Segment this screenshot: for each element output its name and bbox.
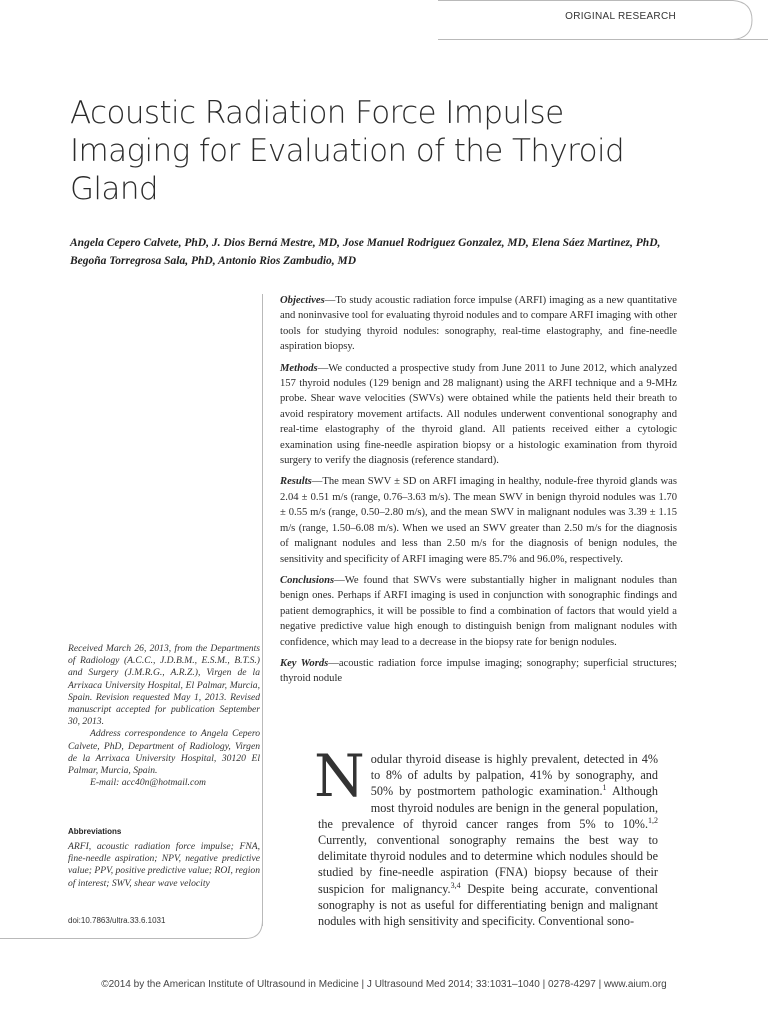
abbreviations-heading: Abbreviations: [68, 827, 122, 836]
section-label: ORIGINAL RESEARCH: [565, 11, 676, 22]
abstract-results: [280, 474, 677, 566]
reference-3[interactable]: 3,4: [450, 880, 461, 890]
abstract-objectives: [280, 293, 677, 355]
intro-text-3: Currently, conventional sonography remains the best way to delimitate thyroid nodules and to determine which nodules should be studied by fine-needle aspiration (FNA) biopsy because of their suspicion for malignancy.: [318, 833, 658, 896]
objectives-text: —To study acoustic radiation force impulse (ARFI) imaging as a new quantitative and noninvasive tool for evaluating thyroid nodules and to compare ARFI imaging with other tools for studying thyroid nodules: sonography, real-time elastography, and fine-needle aspiration biopsy.: [280, 295, 677, 353]
conclusions-label: Conclusions: [280, 574, 335, 586]
received-dates: Received March 26, 2013, from the Departments of Radiology (A.C.C., J.D.B.M., E.S.M., B.T.S.) and Surgery (J.M.R.G., A.R.Z.), Virgen de la Arrixaca University Hospital, El Palmar, Murcia, Spain. Revision requested May 1, 2013. Revised manuscript accepted for publication September 30, 2013.: [68, 643, 260, 728]
objectives-label: Objectives: [280, 295, 325, 306]
intro-text-1: odular thyroid disease is highly prevalent, detected in 4% to 8% of adults by palpation, 41% by sonography, and 50% by postmortem pathologic examination.: [370, 752, 658, 799]
conclusions-text: —We found that SWVs were substantially higher in malignant nodules than benign ones. Perhaps if ARFI imaging is used in conjunction with sonographic findings and patient demographics, it will be possible to find a combination of factors that would yield a negative predictive value high enough to distinguish benign from malignant nodules with confidence, which may lead to a decrease in the biopsy rate for benign nodules.: [280, 574, 677, 648]
article-title: Acoustic Radiation Force Impulse Imaging for Evaluation of the Thyroid Gland: [70, 95, 625, 207]
reference-1[interactable]: 1: [602, 783, 607, 793]
drop-cap: N: [314, 742, 365, 810]
intro-text-4: Despite being accurate, conventional sonography is not as useful for differentiating benign and malignant nodules with high sensitivity and specificity. Conventional sono-: [318, 881, 658, 929]
keywords-text: —acoustic radiation force impulse imaging; sonography; superficial structures; thyroid nodule: [280, 657, 677, 685]
correspondence-address: Address correspondence to Angela Cepero Calvete, PhD, Department of Radiology, Virgen de la Arrixaca University Hospital, 30120 El Palmar, Murcia, Spain.: [68, 728, 260, 777]
author-list: Angela Cepero Calvete, PhD, J. Dios Berná Mestre, MD, Jose Manuel Rodriguez Gonzalez, MD, Elena Sáez Martinez, PhD, Begoña Torregrosa Sala, PhD, Antonio Rios Zambudio, MD: [70, 237, 661, 267]
abstract-conclusions: [280, 573, 677, 650]
keywords-label: Key Words: [280, 657, 329, 669]
doi: doi:10.7863/ultra.33.6.1031: [68, 916, 166, 925]
abstract-methods: [280, 361, 677, 469]
intro-text-2: Although most thyroid nodules are benign in the general population, the prevalence of thyroid cancer ranges from 5% to 10%.: [318, 784, 658, 831]
abstract-keywords: [280, 656, 677, 687]
intro-paragraph: [314, 742, 658, 929]
abstract: [280, 293, 677, 693]
results-text: —The mean SWV ± SD on ARFI imaging in healthy, nodule-free thyroid glands was 2.04 ± 0.51 m/s (range, 0.76–3.63 m/s). The mean SWV in benign thyroid nodules was 1.70 ± 0.55 m/s (range, 0.50–2.80 m/s), and the mean SWV in malignant nodules was 3.39 ± 1.15 m/s (range, 1.50–6.08 m/s). When we used an SWV greater than 2.50 m/s for the diagnosis of malignant nodules and less than 2.50 m/s for the diagnosis of benign nodules, the sensitivity and specificity of ARFI imaging were 85.7% and 96.0%, respectively.: [280, 476, 677, 565]
page-footer: ©2014 by the American Institute of Ultrasound in Medicine | J Ultrasound Med 2014; 33:1031–1040 | 0278-4297 | www.aium.org: [101, 979, 667, 990]
results-label: Results: [280, 476, 312, 488]
section-tab: [438, 0, 768, 40]
methods-text: —We conducted a prospective study from June 2011 to June 2012, which analyzed 157 thyroid nodules (129 benign and 28 malignant) using the ARFI technique and a 9-MHz probe. Shear wave velocities (SWVs) were obtained while the patients held their breath to avoid respiratory movement artifacts. All nodules underwent conventional sonography and real-time elastography of the thyroid gland. All patients received either a cytologic examination using fine-needle aspiration biopsy or a histologic examination from thyroid surgery to verify the diagnosis (reference standard).: [280, 362, 677, 467]
correspondence-email: E-mail: acc40n@hotmail.com: [90, 777, 206, 789]
received-note: [68, 643, 260, 789]
body-text: [314, 742, 658, 929]
methods-label: Methods: [280, 362, 318, 374]
abbreviations-list: ARFI, acoustic radiation force impulse; FNA, fine-needle aspiration; NPV, negative predictive value; PPV, positive predictive value; ROI, region of interest; SWV, shear wave velocity: [68, 841, 260, 889]
sidebar-divider: [262, 294, 263, 926]
reference-2[interactable]: 1,2: [648, 815, 658, 825]
